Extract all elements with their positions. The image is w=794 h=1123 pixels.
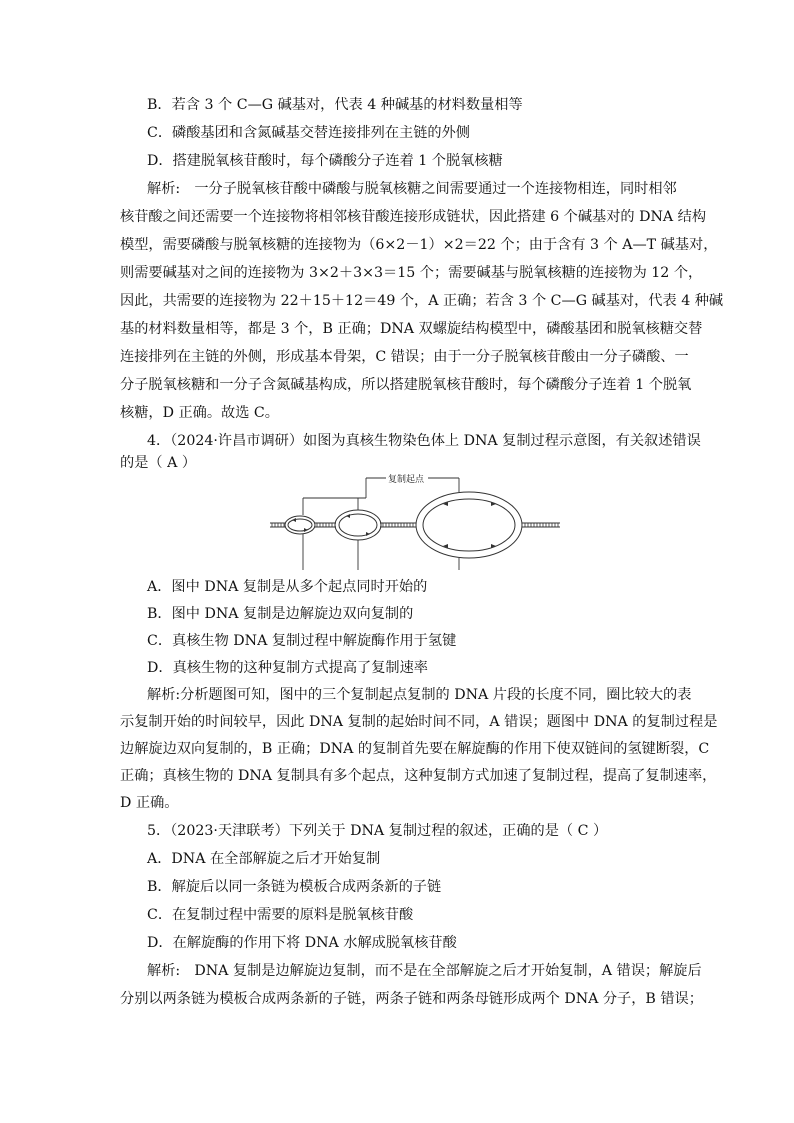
q5-option-c: C．在复制过程中需要的原料是脱氧核苷酸: [147, 907, 414, 923]
q3-option-c: C．磷酸基团和含氮碱基交替连接排列在主链的外侧: [147, 125, 470, 141]
q3-analysis-line: 基的材料数量相等，都是 3 个，B 正确；DNA 双螺旋结构模型中，磷酸基团和脱氧核糖交替: [120, 321, 703, 337]
q5-option-a: A．DNA 在全部解旋之后才开始复制: [147, 851, 381, 867]
replication-bubble-small: [285, 516, 315, 534]
q3-analysis-line: 连接排列在主链的外侧，形成基本骨架，C 错误；由于一分子脱氧核苷酸由一分子磷酸、一: [120, 349, 689, 365]
q3-analysis-line: 因此，共需要的连接物为 22＋15＋12＝49 个，A 正确；若含 3 个 C—G 碱基对，代表 4 种碱: [120, 293, 724, 309]
q3-analysis-line: 解析: 一分子脱氧核苷酸中磷酸与脱氧核糖之间需要通过一个连接物相连，同时相邻: [147, 181, 677, 197]
q5-option-d: D．在解旋酶的作用下将 DNA 水解成脱氧核苷酸: [147, 935, 457, 951]
q4-stem-cont: 的是（ A ）: [120, 455, 197, 471]
q4-analysis-line: 边解旋边双向复制的，B 正确；DNA 的复制首先要在解旋酶的作用下使双链间的氢键断裂，C: [120, 741, 710, 757]
q4-option-a: A．图中 DNA 复制是从多个起点同时开始的: [147, 579, 428, 595]
q5-option-b: B．解旋后以同一条链为模板合成两条新的子链: [147, 879, 442, 895]
q4-option-c: C．真核生物 DNA 复制过程中解旋酶作用于氢键: [147, 633, 457, 649]
q4-analysis-line: 正确；真核生物的 DNA 复制具有多个起点，这种复制方式加速了复制过程，提高了复制速率，: [120, 768, 717, 784]
q3-analysis-line: 则需要碱基对之间的连接物为 3×2＋3×3＝15 个；需要碱基与脱氧核糖的连接物为 12 个，: [120, 265, 703, 281]
q4-option-b: B．图中 DNA 复制是边解旋边双向复制的: [147, 606, 414, 622]
q4-option-d: D．真核生物的这种复制方式提高了复制速率: [147, 660, 428, 676]
q3-analysis-line: 核苷酸之间还需要一个连接物将相邻核苷酸连接形成链状，因此搭建 6 个碱基对的 DNA 结构: [120, 209, 707, 225]
dna-replication-diagram: [268, 474, 564, 570]
q5-stem: 5．（2023·天津联考）下列关于 DNA 复制过程的叙述，正确的是（ C ）: [147, 823, 608, 839]
q4-analysis-line: 示复制开始的时间较早，因此 DNA 复制的起始时间不同，A 错误；题图中 DNA 的复制过程是: [120, 714, 718, 730]
q4-analysis-line: D 正确。: [120, 795, 179, 811]
q4-stem: 4．（2024·许昌市调研）如图为真核生物染色体上 DNA 复制过程示意图，有关叙述错误: [147, 433, 701, 449]
replication-bubble-large: [416, 492, 522, 558]
q3-analysis-line: 模型，需要磷酸与脱氧核糖的连接物为（6×2－1）×2＝22 个；由于含有 3 个 A—T 碱基对，: [120, 237, 718, 253]
q3-option-b: B．若含 3 个 C—G 碱基对，代表 4 种碱基的材料数量相等: [147, 97, 523, 113]
origin-label: 复制起点: [388, 475, 425, 485]
replication-bubble-medium: [335, 510, 381, 540]
q3-option-d: D．搭建脱氧核苷酸时，每个磷酸分子连着 1 个脱氧核糖: [147, 153, 503, 169]
q5-analysis-line: 分别以两条链为模板合成两条新的子链，两条子链和两条母链形成两个 DNA 分子，B 错误；: [120, 991, 703, 1007]
q3-analysis-line: 核糖，D 正确。故选 C。: [120, 405, 279, 421]
q5-analysis-line: 解析: DNA 复制是边解旋边复制，而不是在全部解旋之后才开始复制，A 错误；解旋后: [147, 963, 702, 979]
q3-analysis-line: 分子脱氧核糖和一分子含氮碱基构成，所以搭建脱氧核苷酸时，每个磷酸分子连着 1 个脱氧: [120, 377, 692, 393]
q4-analysis-line: 解析:分析题图可知，图中的三个复制起点复制的 DNA 片段的长度不同，圈比较大的表: [147, 687, 692, 703]
